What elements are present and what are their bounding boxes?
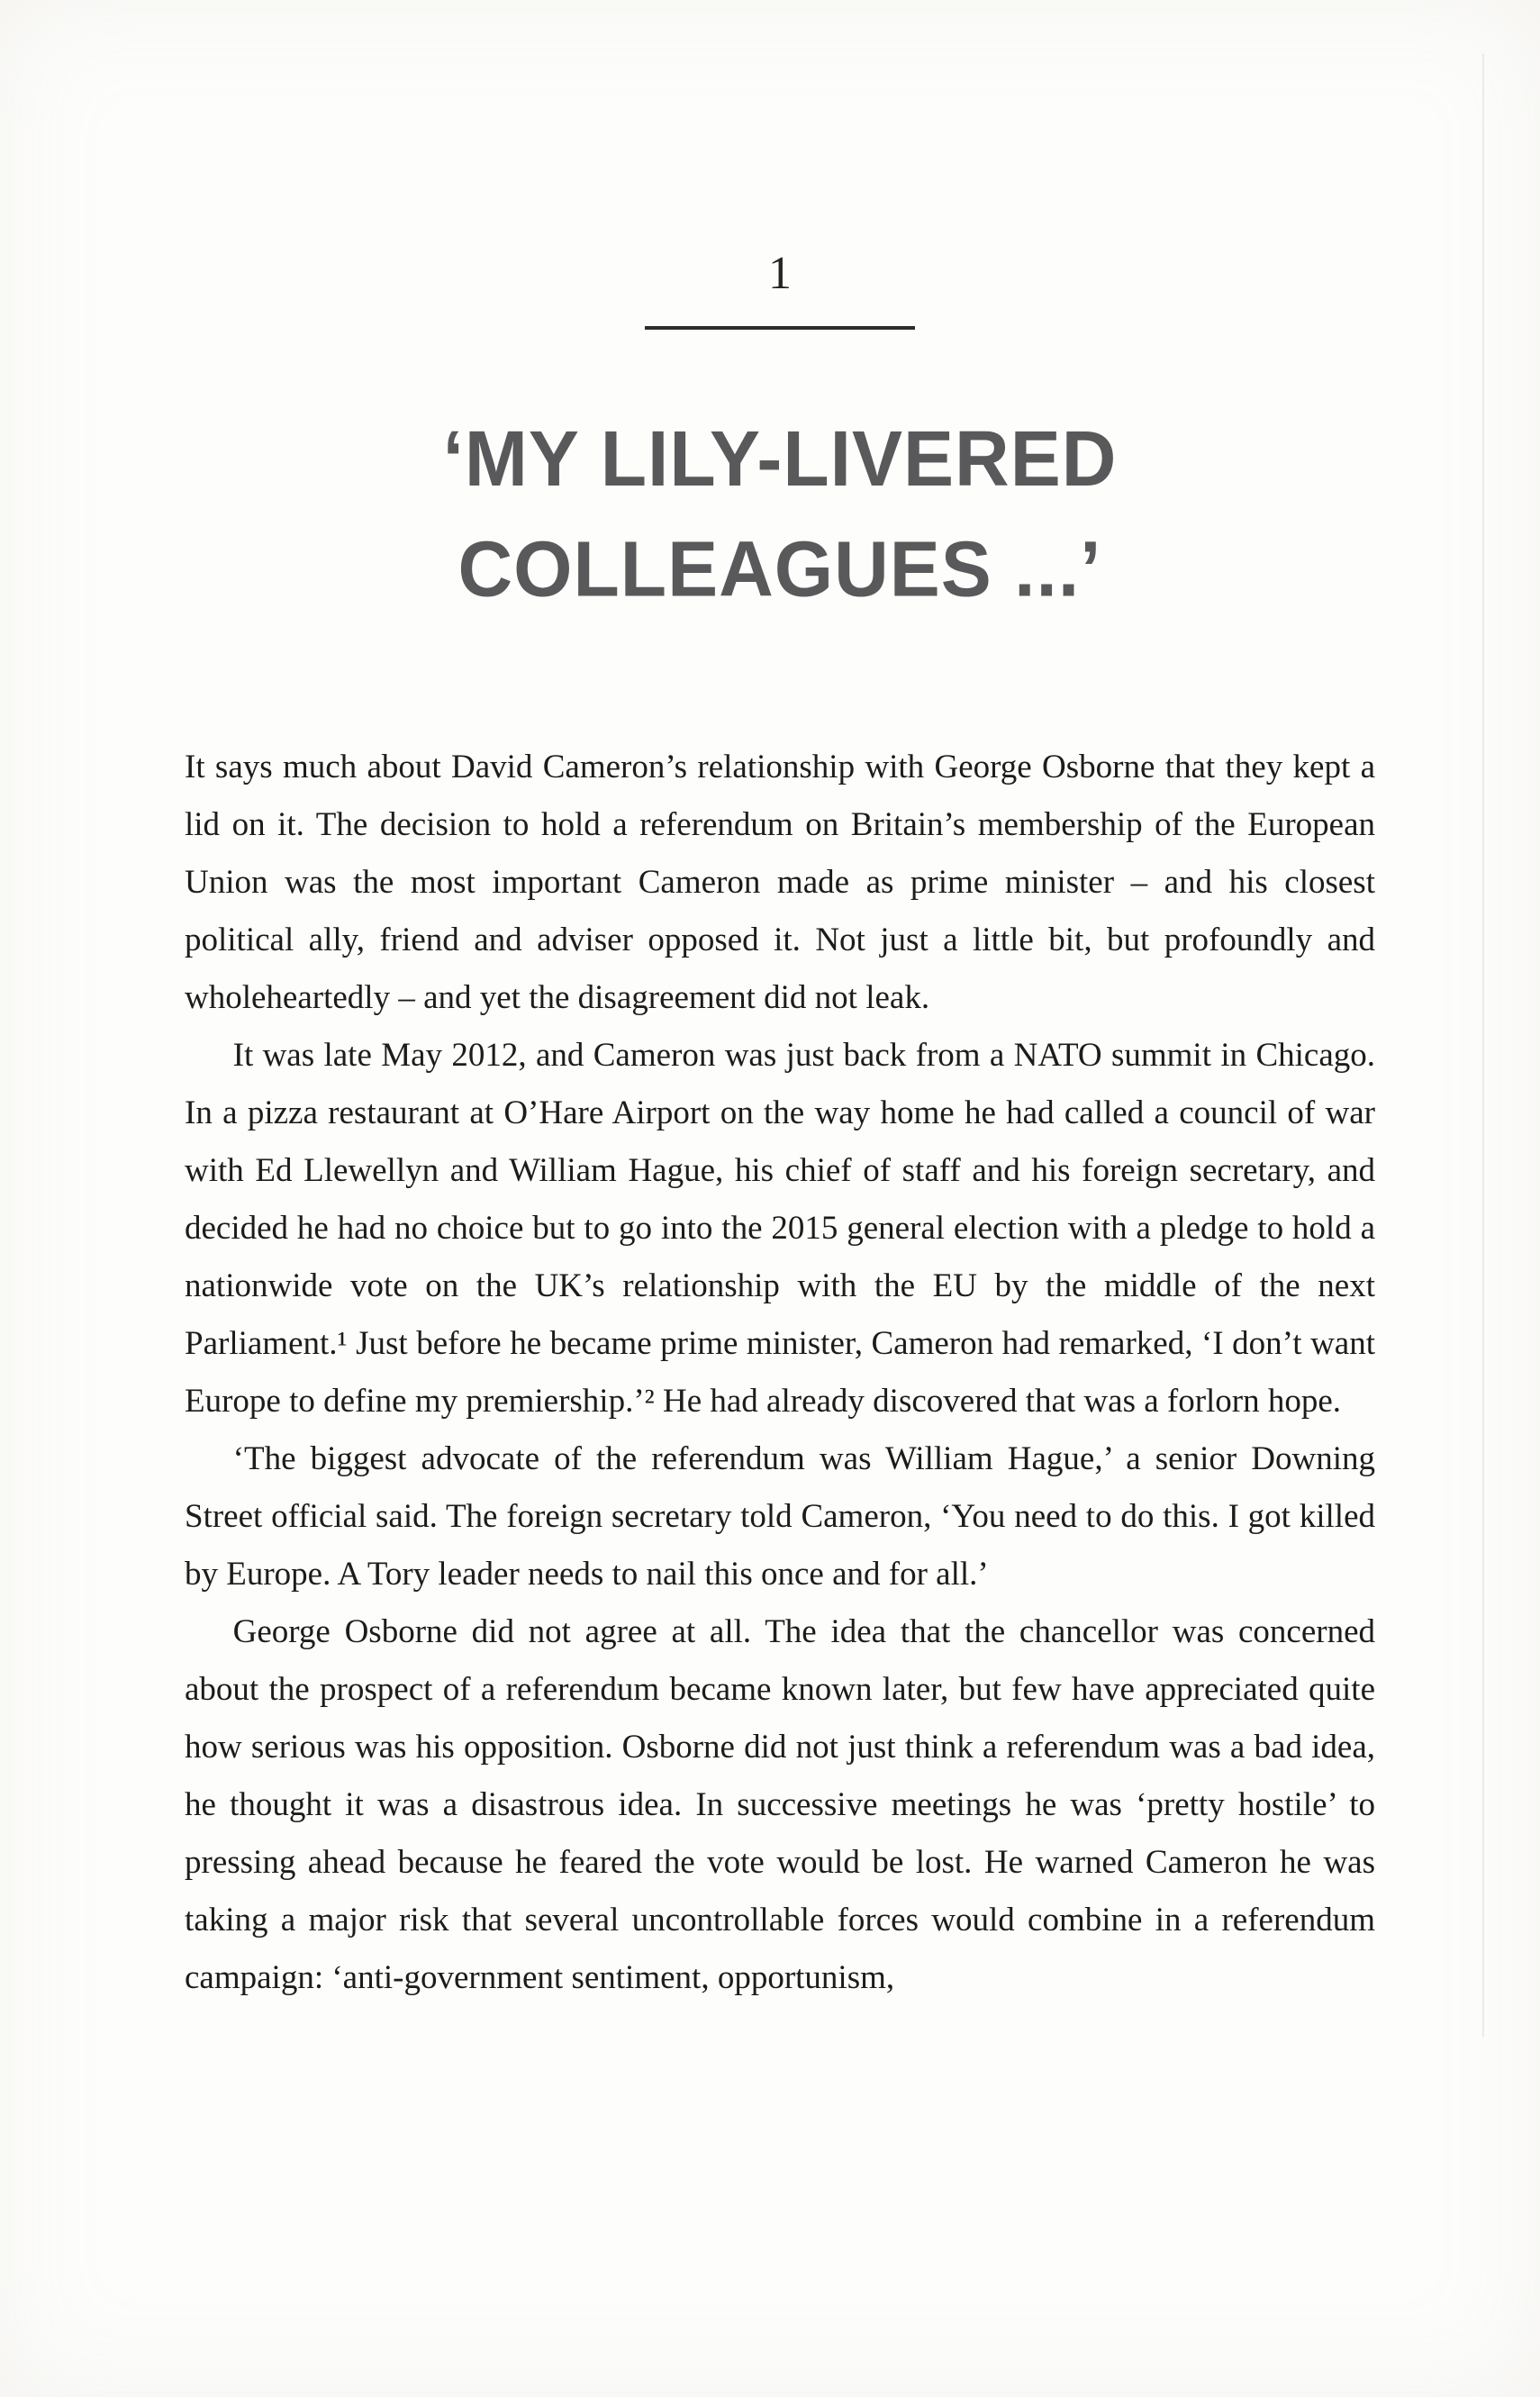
chapter-number: 1 xyxy=(768,248,792,299)
chapter-title-line-2: COLLEAGUES ...’ xyxy=(457,524,1102,613)
paragraph-1: It says much about David Cameron’s relationship with George Osborne that they kept a lid on it. The decision to hold a referendum on Britain’s membership of the European Union was the most important Cameron made as prime minister – and his closest political ally, friend and adviser opposed it. Not just a little bit, but profoundly and wholeheartedly – and yet the disagreement did not leak. xyxy=(185,749,1375,1016)
paragraph-4: George Osborne did not agree at all. The idea that the chancellor was concerned about the prospect of a referendum became known later, but few have appreciated quite how serious was his opposition. Osborne did not just think a referendum was a bad idea, he thought it was a disastrous idea. In successive meetings he was ‘pretty hostile’ to pressing ahead because he feared the vote would be lost. He warned Cameron he was taking a major risk that several uncontrollable forces would combine in a referendum campaign: ‘anti-government sentiment, opportunism, xyxy=(185,1613,1375,1996)
paragraph-2: It was late May 2012, and Cameron was just back from a NATO summit in Chicago. In a pizza restaurant at O’Hare Airport on the way home he had called a council of war with Ed Llewellyn and William Hague, his chief of staff and his foreign secretary, and decided he had no choice but to go into the 2015 general election with a pledge to hold a nationwide vote on the UK’s relationship with the EU by the middle of the next Parliament.¹ Just before he became prime minister, Cameron had remarked, ‘I don’t want Europe to define my premiership.’² He had already discovered that was a forlorn hope. xyxy=(185,1037,1375,1420)
body-text xyxy=(185,739,1375,2007)
chapter-title-line-1: ‘MY LILY-LIVERED xyxy=(442,413,1118,503)
paragraph-3: ‘The biggest advocate of the referendum was William Hague,’ a senior Downing Street official said. The foreign secretary told Cameron, ‘You need to do this. I got killed by Europe. A Tory leader needs to nail this once and for all.’ xyxy=(185,1440,1375,1593)
text-column xyxy=(185,0,1375,2007)
scan-artifact-line xyxy=(1482,54,1484,2037)
chapter-rule xyxy=(645,326,915,330)
chapter-title xyxy=(185,403,1375,623)
